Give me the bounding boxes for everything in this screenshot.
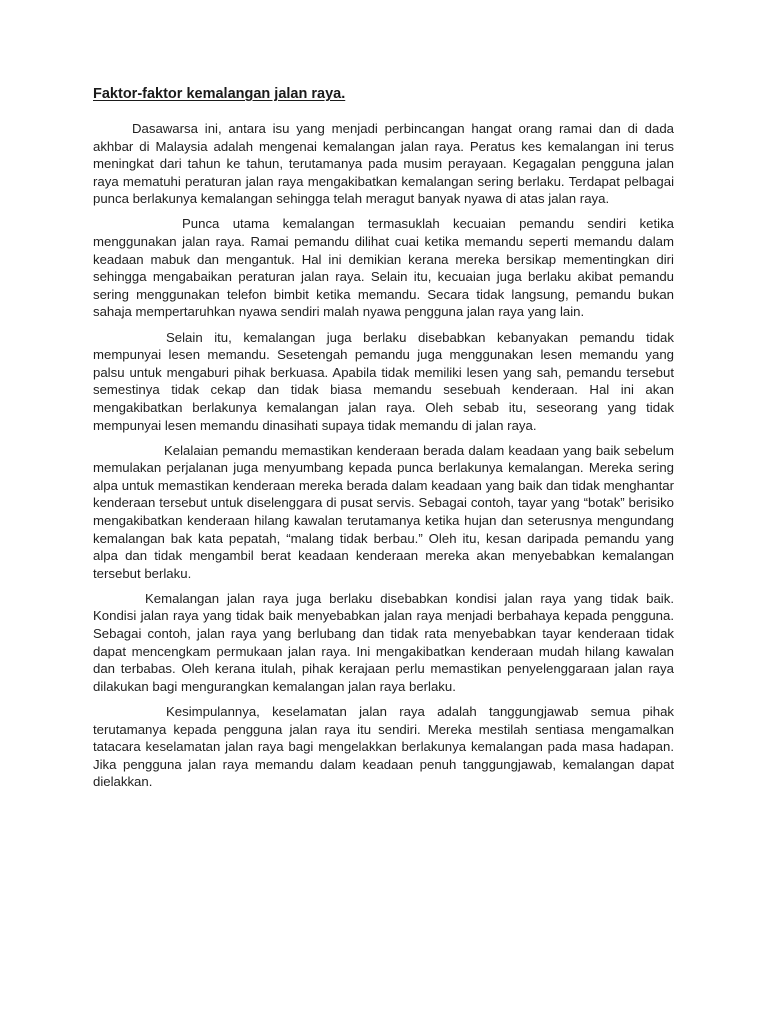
paragraph-road-condition: Kemalangan jalan raya juga berlaku disebabkan kondisi jalan raya yang tidak baik. Kondisi jalan raya yang tidak baik menyebabkan jalan raya menjadi berbahaya kepada pengguna. Sebagai contoh, jalan raya yang berlubang dan tidak rata menyebabkan tayar kenderaan tidak dapat mencengkam permukaan jalan raya. Ini mengakibatkan kenderaan mudah hilang kawalan dan terbabas. Oleh kerana itulah, pihak kerajaan perlu memastikan penyelenggaraan jalan raya dilakukan bagi mengurangkan kemalangan jalan raya berlaku.	[93, 590, 674, 694]
document-title: Faktor-faktor kemalangan jalan raya.	[93, 86, 346, 102]
paragraph-driver-negligence: Punca utama kemalangan termasuklah kecuaian pemandu sendiri ketika menggunakan jalan raya. Ramai pemandu dilihat cuai ketika memandu seperti memandu dalam keadaan mabuk dan mengantuk. Hal ini demikian kerana mereka bersikap mementingkan diri sehingga mengabaikan peraturan jalan raya. Selain itu, kecuaian juga berlaku akibat pemandu sering menggunakan telefon bimbit ketika memandu. Secara tidak langsung, pemandu bukan sahaja mempertaruhkan nyawa sendiri malah nyawa pengguna jalan raya yang lain.	[93, 216, 674, 320]
document-body	[93, 120, 674, 798]
paragraph-introduction: Dasawarsa ini, antara isu yang menjadi perbincangan hangat orang ramai dan di dada akhbar di Malaysia adalah mengenai kemalangan jalan raya. Peratus kes kemalangan ini terus meningkat dari tahun ke tahun, terutamanya pada musim perayaan. Kegagalan pengguna jalan raya mematuhi peraturan jalan raya mengakibatkan kemalangan sering berlaku. Terdapat pelbagai punca berlakunya kemalangan sehingga telah meragut banyak nyawa di atas jalan raya.	[93, 121, 674, 207]
paragraph-no-license: Selain itu, kemalangan juga berlaku disebabkan kebanyakan pemandu tidak mempunyai lesen memandu. Sesetengah pemandu juga menggunakan lesen memandu yang palsu untuk mengaburi pihak berkuasa. Apabila tidak memiliki lesen yang sah, pemandu tersebut semestinya tidak cekap dan tidak biasa memandu sesebuah kenderaan. Hal ini akan mengakibatkan berlakunya kemalangan jalan raya. Oleh sebab itu, seseorang yang tidak mempunyai lesen memandu dinasihati supaya tidak memandu di jalan raya.	[93, 329, 674, 433]
paragraph-vehicle-condition: Kelalaian pemandu memastikan kenderaan berada dalam keadaan yang baik sebelum memulakan perjalanan juga menyumbang kepada punca berlakunya kemalangan. Mereka sering alpa untuk memastikan kenderaan mereka berada dalam keadaan yang baik dan tidak menghantar kenderaan tersebut untuk diselenggara di pusat servis. Sebagai contoh, tayar yang “botak” berisiko mengakibatkan kenderaan hilang kawalan terutamanya ketika hujan dan seterusnya mengundang kemalangan bak kata pepatah, “malang tidak berbau.” Oleh itu, kesan daripada pemandu yang alpa dan tidak mengambil berat keadaan kenderaan mereka akan menyebabkan kemalangan tersebut berlaku.	[93, 442, 674, 581]
paragraph-conclusion: Kesimpulannya, keselamatan jalan raya adalah tanggungjawab semua pihak terutamanya kepada pengguna jalan raya itu sendiri. Mereka mestilah sentiasa mengamalkan tatacara keselamatan jalan raya bagi mengelakkan berlakunya kemalangan pada masa hadapan. Jika pengguna jalan raya memandu dalam keadaan penuh tanggungjawab, kemalangan dapat dielakkan.	[93, 703, 674, 790]
